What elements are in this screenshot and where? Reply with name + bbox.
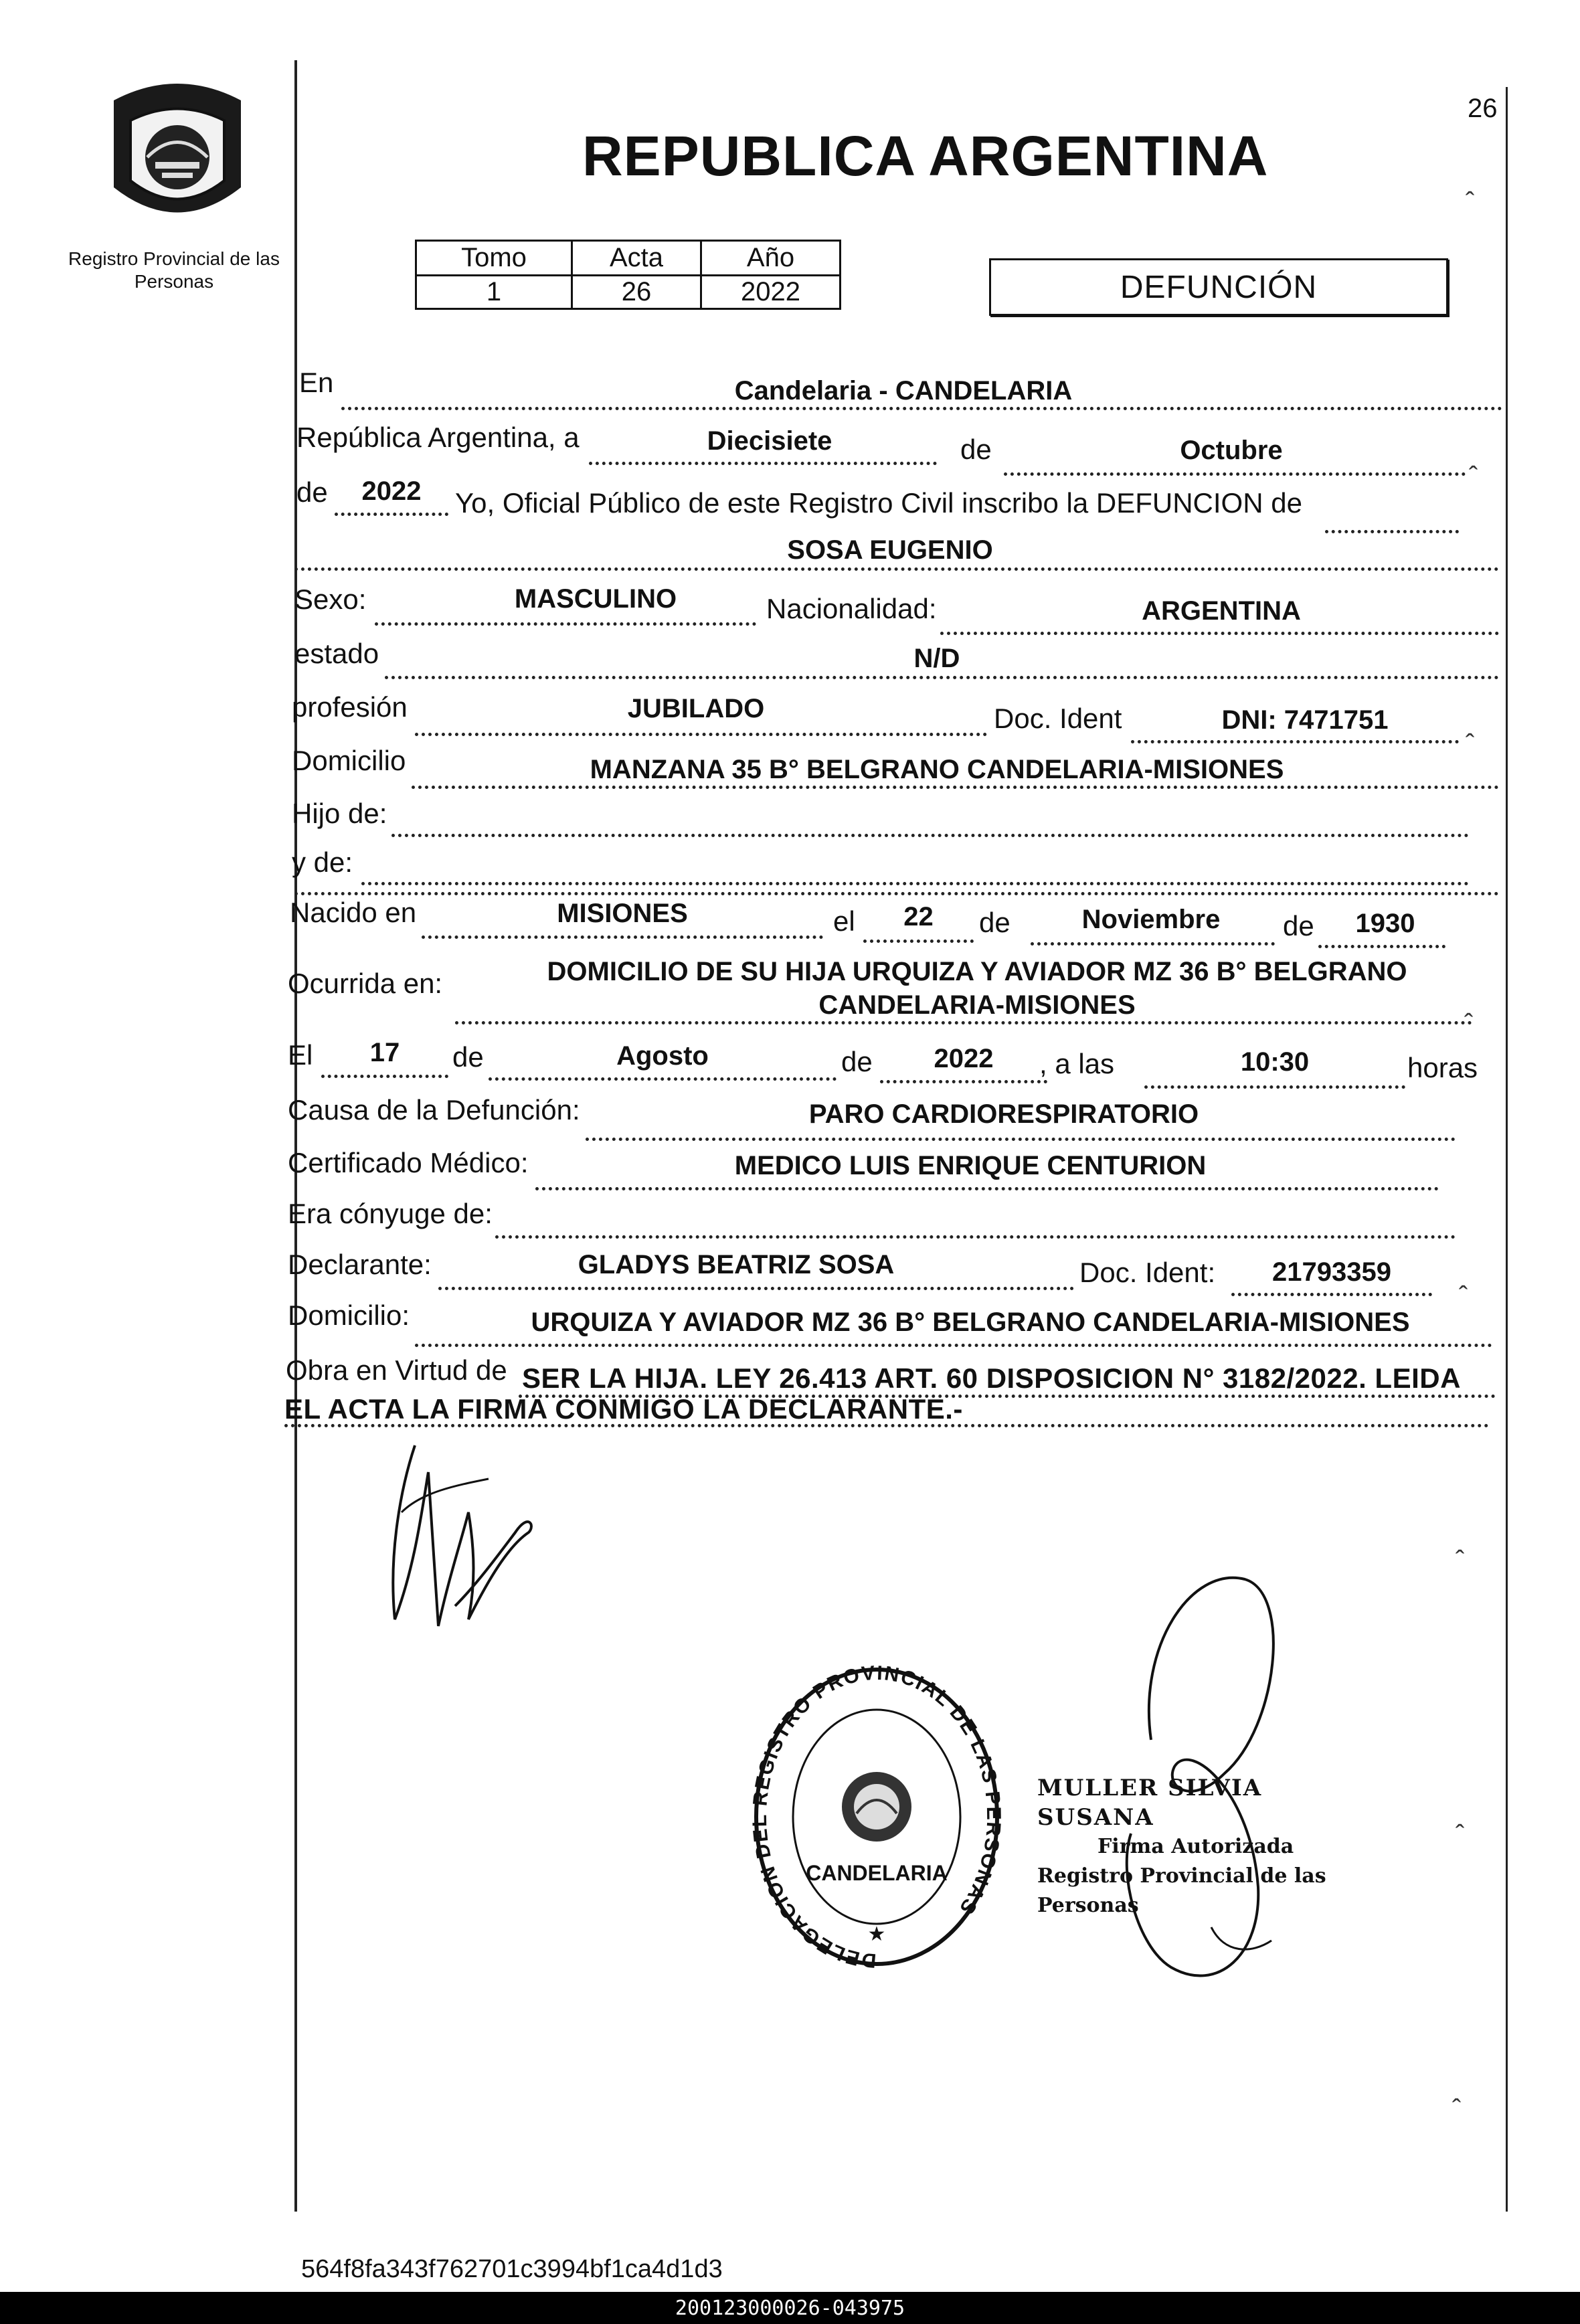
- virtue-line-2: EL ACTA LA FIRMA CONMIGO LA DECLARANTE.-: [284, 1393, 963, 1425]
- label-nacido-en: Nacido en: [290, 897, 417, 928]
- death-day-line: [321, 1075, 448, 1078]
- label-de-4: de: [1283, 910, 1314, 942]
- label-conyuge: Era cónyuge de:: [288, 1198, 493, 1229]
- label-domicilio-2: Domicilio:: [288, 1300, 410, 1331]
- death-place-line-1: DOMICILIO DE SU HIJA URQUIZA Y AVIADOR MZ 36 B° BELGRANO: [547, 957, 1407, 986]
- cause-line: [586, 1138, 1456, 1141]
- sex-line: [375, 622, 756, 626]
- left-margin-rule: [294, 60, 297, 2212]
- month-value: Octubre: [1180, 436, 1283, 465]
- barcode-id: 200123000026-043975: [675, 2296, 905, 2320]
- death-month-value: Agosto: [616, 1041, 709, 1071]
- svg-text:★: ★: [867, 1923, 886, 1945]
- declarant-address-line: [415, 1344, 1492, 1347]
- margin-mark: ˆ: [1452, 2094, 1462, 2124]
- death-month-line: [489, 1077, 837, 1081]
- name-line: [294, 567, 1499, 571]
- label-el-2: El: [288, 1039, 313, 1071]
- death-time-value: 10:30: [1240, 1047, 1310, 1077]
- address-value: MANZANA 35 B° BELGRANO CANDELARIA-MISIONES: [590, 755, 1284, 784]
- born-in-value: MISIONES: [557, 899, 688, 928]
- father-line: [391, 834, 1469, 837]
- dni-line: [1131, 740, 1459, 743]
- label-doc-ident: Doc. Ident: [994, 703, 1122, 734]
- label-profesion: profesión: [292, 691, 408, 723]
- cause-value: PARO CARDIORESPIRATORIO: [808, 1099, 1199, 1129]
- margin-mark: ˆ: [1466, 729, 1475, 759]
- declarant-signature: [375, 1432, 549, 1633]
- document-hash: 564f8fa343f762701c3994bf1ca4d1d3: [301, 2255, 723, 2283]
- mother-line: [361, 882, 1469, 885]
- yo-line: [1325, 530, 1459, 533]
- civil-status-line: [385, 676, 1499, 679]
- mother-line-2: [294, 892, 1499, 895]
- address-line: [412, 786, 1499, 789]
- label-horas: horas: [1407, 1052, 1478, 1083]
- right-margin-rule: [1506, 87, 1508, 2212]
- label-de-3: de: [979, 907, 1011, 938]
- official-signature: [1111, 1552, 1325, 1994]
- death-day-value: 17: [369, 1038, 400, 1067]
- label-causa: Causa de la Defunción:: [288, 1094, 580, 1126]
- official-role: Firma Autorizada: [1098, 1835, 1294, 1858]
- birth-day-value: 22: [903, 902, 934, 931]
- dni-value: DNI: 7471751: [1221, 705, 1389, 735]
- document-type: DEFUNCIÓN: [1120, 269, 1318, 305]
- label-republica: República Argentina, a: [296, 422, 580, 453]
- label-estado: estado: [294, 638, 379, 669]
- birth-month-value: Noviembre: [1081, 905, 1221, 934]
- acta-header: Acta: [572, 241, 701, 276]
- label-hijo-de: Hijo de:: [292, 798, 387, 829]
- declarant-value: GLADYS BEATRIZ SOSA: [578, 1250, 895, 1279]
- declarant-line: [438, 1287, 1074, 1290]
- anio-value: 2022: [701, 276, 841, 309]
- label-y-de: y de:: [292, 846, 353, 878]
- document-type-box: [989, 258, 1448, 316]
- page-title: REPUBLICA ARGENTINA: [582, 124, 1269, 187]
- declarant-doc-line: [1231, 1293, 1432, 1296]
- profession-line: [415, 733, 987, 736]
- virtue-line-rule-2: [284, 1424, 1489, 1427]
- acta-value: 26: [572, 276, 701, 309]
- month-line: [1004, 472, 1466, 476]
- declarant-doc-value: 21793359: [1272, 1257, 1391, 1287]
- label-obra: Obra en Virtud de: [286, 1354, 507, 1386]
- sex-value: MASCULINO: [514, 584, 677, 614]
- virtue-line-1: SER LA HIJA. LEY 26.413 ART. 60 DISPOSICION N° 3182/2022. LEIDA: [522, 1362, 1461, 1394]
- doctor-line: [535, 1187, 1439, 1190]
- margin-mark: ˆ: [1469, 462, 1478, 491]
- birth-month-line: [1031, 942, 1275, 946]
- tomo-header: Tomo: [416, 241, 572, 276]
- margin-mark: ˆ: [1466, 187, 1475, 217]
- registry-name: Registro Provincial de las Personas: [68, 248, 280, 292]
- born-in-line: [422, 935, 823, 939]
- nationality-line: [940, 632, 1499, 635]
- doctor-value: MEDICO LUIS ENRIQUE CENTURION: [734, 1151, 1207, 1180]
- margin-mark: ˆ: [1459, 1281, 1468, 1311]
- label-declarante: Declarante:: [288, 1249, 432, 1280]
- barcode-bar: [0, 2292, 1580, 2324]
- label-a-las: , a las: [1039, 1048, 1115, 1079]
- death-year-value: 2022: [934, 1044, 994, 1073]
- province-logo: [100, 74, 254, 234]
- spouse-line: [495, 1235, 1456, 1239]
- anio-header: Año: [701, 241, 841, 276]
- profession-value: JUBILADO: [627, 694, 765, 723]
- year-value: 2022: [361, 476, 422, 506]
- book-reference-table: [415, 240, 841, 310]
- death-year-line: [880, 1080, 1047, 1083]
- official-office: Registro Provincial de las Personas: [1037, 1864, 1326, 1917]
- seal-inner-text: CANDELARIA: [806, 1861, 948, 1885]
- label-yo: Yo, Oficial Público de este Registro Civil inscribo la DEFUNCION de: [455, 487, 1302, 519]
- label-en: En: [299, 367, 334, 398]
- label-el: el: [833, 905, 855, 937]
- place-value: Candelaria - CANDELARIA: [734, 376, 1073, 406]
- margin-mark: ˆ: [1456, 1820, 1465, 1850]
- civil-status-value: N/D: [913, 644, 960, 673]
- margin-mark: ˆ: [1456, 1546, 1465, 1575]
- day-words-value: Diecisiete: [707, 426, 832, 456]
- tomo-value: 1: [416, 276, 572, 309]
- nationality-value: ARGENTINA: [1142, 596, 1301, 626]
- seal-ring-text: DELEGACION DEL REGISTRO PROVINCIAL DE LAS PERSONAS: [750, 1662, 1004, 1972]
- label-doc-ident-2: Doc. Ident:: [1079, 1257, 1216, 1288]
- birth-day-line: [863, 940, 974, 943]
- death-time-line: [1144, 1085, 1405, 1089]
- label-ocurrida-en: Ocurrida en:: [288, 968, 443, 999]
- birth-year-value: 1930: [1355, 909, 1415, 938]
- place-line: [341, 407, 1502, 410]
- label-de-6: de: [841, 1046, 873, 1077]
- label-nacionalidad: Nacionalidad:: [766, 593, 937, 624]
- birth-year-line: [1318, 945, 1445, 948]
- label-sexo: Sexo:: [294, 584, 367, 615]
- label-de-2: de: [296, 476, 328, 508]
- death-place-line-2: CANDELARIA-MISIONES: [818, 990, 1136, 1020]
- declarant-address-value: URQUIZA Y AVIADOR MZ 36 B° BELGRANO CANDELARIA-MISIONES: [531, 1308, 1410, 1337]
- year-line: [335, 513, 448, 516]
- deceased-name: SOSA EUGENIO: [787, 535, 993, 565]
- official-name: MULLER SILVIA SUSANA: [1037, 1775, 1263, 1831]
- margin-mark: ˆ: [1464, 1009, 1474, 1039]
- label-domicilio: Domicilio: [292, 745, 406, 776]
- day-words-line: [589, 462, 937, 465]
- death-place-line: [455, 1021, 1472, 1024]
- label-de-5: de: [452, 1041, 484, 1073]
- official-seal: [750, 1660, 1004, 1974]
- page-number: 26: [1468, 94, 1498, 123]
- label-certificado: Certificado Médico:: [288, 1147, 529, 1178]
- label-de-1: de: [960, 434, 992, 465]
